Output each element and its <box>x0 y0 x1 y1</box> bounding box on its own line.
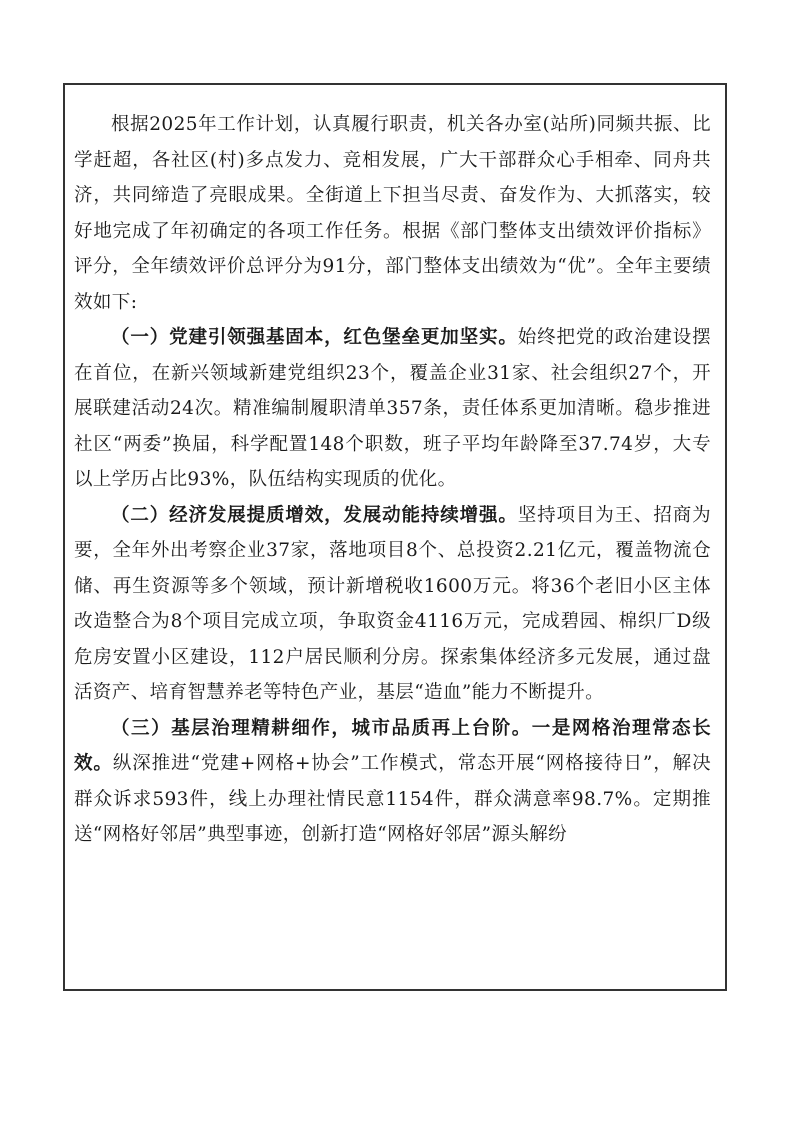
document-frame <box>63 83 727 991</box>
section-2-text: 坚持项目为王、招商为要，全年外出考察企业37家，落地项目8个、总投资2.21亿元，覆盖物流仓储、再生资源等多个领域，预计新增税收1600万元。将36个老旧小区主体改造整合为8个项目完成立项，争取资金4116万元，完成碧园、棉织厂D级危房安置小区建设，112户居民顺利分房。探索集体经济多元发展，通过盘活资产、培育智慧养老等特色产业，基层“造血”能力不断提升。 <box>74 504 711 703</box>
section-2-heading: （二）经济发展提质增效，发展动能持续增强。 <box>111 504 518 526</box>
intro-paragraph <box>74 107 711 320</box>
section-3-heading: （三）基层治理精耕细作，城市品质再上台阶。 <box>111 717 532 739</box>
section-1-text: 始终把党的政治建设摆在首位，在新兴领域新建党组织23个，覆盖企业31家、社会组织27个，开展联建活动24次。精准编制履职清单357条，责任体系更加清晰。稳步推进社区“两委”换届，科学配置148个职数，班子平均年龄降至37.74岁，大专以上学历占比93%，队伍结构实现质的优化。 <box>74 327 711 490</box>
section-3-subheading: 一是网格治理常态长效。 <box>74 717 711 774</box>
section-3-paragraph <box>74 711 711 853</box>
section-2-paragraph <box>74 498 711 711</box>
section-1-paragraph <box>74 320 711 498</box>
intro-text: 根据2025年工作计划，认真履行职责，机关各办室(站所)同频共振、比学赶超，各社区(村)多点发力、竞相发展，广大干部群众心手相牵、同舟共济，共同缔造了亮眼成果。全街道上下担当尽责、奋发作为、大抓落实，较好地完成了年初确定的各项工作任务。根据《部门整体支出绩效评价指标》评分，全年绩效评价总评分为91分，部门整体支出绩效为“优”。全年主要绩效如下: <box>74 114 711 313</box>
document-body <box>65 85 725 853</box>
section-1-heading: （一）党建引领强基固本，红色堡垒更加坚实。 <box>111 327 518 348</box>
section-3-text: 纵深推进“党建+网格+协会”工作模式，常态开展“网格接待日”，解决群众诉求593件，线上办理社情民意1154件，群众满意率98.7%。定期推送“网格好邻居”典型事迹，创新打造“网格好邻居”源头解纷 <box>74 753 711 845</box>
